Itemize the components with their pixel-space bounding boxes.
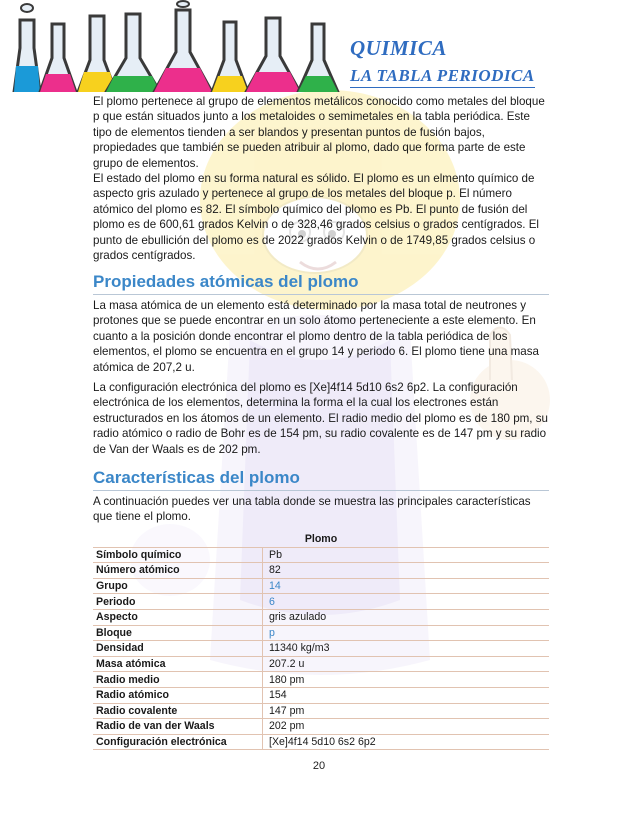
row-value: 180 pm — [263, 672, 550, 688]
header-subtitle: LA TABLA PERIODICA — [350, 66, 535, 88]
row-label: Radio atómico — [93, 687, 263, 703]
row-value-link[interactable]: 6 — [263, 594, 550, 610]
row-value: Pb — [263, 547, 550, 563]
paragraph-text: A continuación puedes ver una tabla donde se muestra las principales características que tiene el plomo. — [93, 495, 531, 524]
row-value: 154 — [263, 687, 550, 703]
row-value: 11340 kg/m3 — [263, 641, 550, 657]
intro-paragraph-1 — [93, 94, 549, 171]
row-label: Aspecto — [93, 609, 263, 625]
row-label: Configuración electrónica — [93, 734, 263, 750]
row-value: gris azulado — [263, 609, 550, 625]
section-heading-atomic-properties: Propiedades atómicas del plomo — [93, 272, 549, 295]
row-label: Radio covalente — [93, 703, 263, 719]
row-value: 82 — [263, 563, 550, 579]
flask-liquid — [40, 74, 76, 92]
row-label: Masa atómica — [93, 656, 263, 672]
flask-liquid — [14, 66, 40, 92]
paragraph-text: El plomo pertenece al grupo de elementos metálicos conocido como metales del bloque p que están situados junto a los metaloides o semimetales en la tabla periódica. Este tipo de elementos tienden a ser blandos y presentan puntos de fusión bajos, propiedades que también se pueden atribuir al plomo, dado que forma parte de este grupo de elementos. — [93, 95, 545, 170]
table-caption-row — [93, 532, 549, 547]
table-caption: Plomo — [93, 532, 549, 547]
row-label: Bloque — [93, 625, 263, 641]
row-value: 207.2 u — [263, 656, 550, 672]
lab-flasks-banner — [0, 0, 345, 92]
row-label: Símbolo químico — [93, 547, 263, 563]
row-label: Periodo — [93, 594, 263, 610]
row-label: Densidad — [93, 641, 263, 657]
table-row — [93, 719, 549, 735]
characteristics-intro — [93, 494, 549, 525]
table-row — [93, 594, 549, 610]
header-title: QUIMICA — [350, 36, 447, 60]
flask-liquid — [106, 76, 160, 92]
table-row — [93, 641, 549, 657]
table-row — [93, 687, 549, 703]
lead-properties-table — [93, 532, 549, 750]
table-row — [93, 734, 549, 750]
table-row — [93, 672, 549, 688]
row-value-link[interactable]: 14 — [263, 578, 550, 594]
paragraph-text: El estado del plomo en su forma natural es sólido. El plomo es un elmento químico de aspecto gris azulado y pertenece al grupo de los metales del bloque p. El número atómico del plomo es 82. El símbolo químico del plomo es Pb. El punto de fusión del plomo es de 600,61 grados Kelvin o de 328,46 grados celsius o grados centígrados. El punto de ebullición del plomo es de 2022 grados Kelvin o de 1749,85 grados celsius o grados centígrados. — [93, 172, 540, 263]
table-row — [93, 609, 549, 625]
paragraph-text: La configuración electrónica del plomo es [Xe]4f14 5d10 6s2 6p2. La configuración electrónica de los elementos, determina la forma el la cual los electrones están estructurados en los átomos de un elemento. El radio medio del plomo es de 180 pm, su radio atómico o radio de Bohr es de 154 pm, su radio covalente es de 147 pm y su radio de Van der Waals es de 202 pm. — [93, 381, 548, 456]
paragraph-text: La masa atómica de un elemento está determinado por la masa total de neutrones y protones que se puede encontrar en un solo átomo perteneciente a este elemento. En cuanto a la posición donde encontrar el plomo dentro de la tabla periódica de los elementos, el plomo se encuentra en el grupo 14 y periodo 6. El plomo tiene una masa atómica de 207,2 u. — [93, 299, 539, 374]
table-row — [93, 563, 549, 579]
row-value-link[interactable]: p — [263, 625, 550, 641]
table-row — [93, 578, 549, 594]
row-label: Radio de van der Waals — [93, 719, 263, 735]
row-value: 147 pm — [263, 703, 550, 719]
table-row — [93, 547, 549, 563]
atomic-paragraph-2 — [93, 380, 549, 457]
row-value: [Xe]4f14 5d10 6s2 6p2 — [263, 734, 550, 750]
flask-liquid — [212, 76, 248, 92]
table-row — [93, 625, 549, 641]
row-value: 202 pm — [263, 719, 550, 735]
intro-paragraph-2 — [93, 171, 549, 263]
atomic-paragraph-1 — [93, 298, 549, 375]
table-row — [93, 703, 549, 719]
section-heading-characteristics: Características del plomo — [93, 468, 549, 491]
row-label: Radio medio — [93, 672, 263, 688]
table-row — [93, 656, 549, 672]
row-label: Número atómico — [93, 563, 263, 579]
page-number: 20 — [312, 760, 326, 772]
row-label: Grupo — [93, 578, 263, 594]
flask-liquid — [154, 68, 212, 92]
